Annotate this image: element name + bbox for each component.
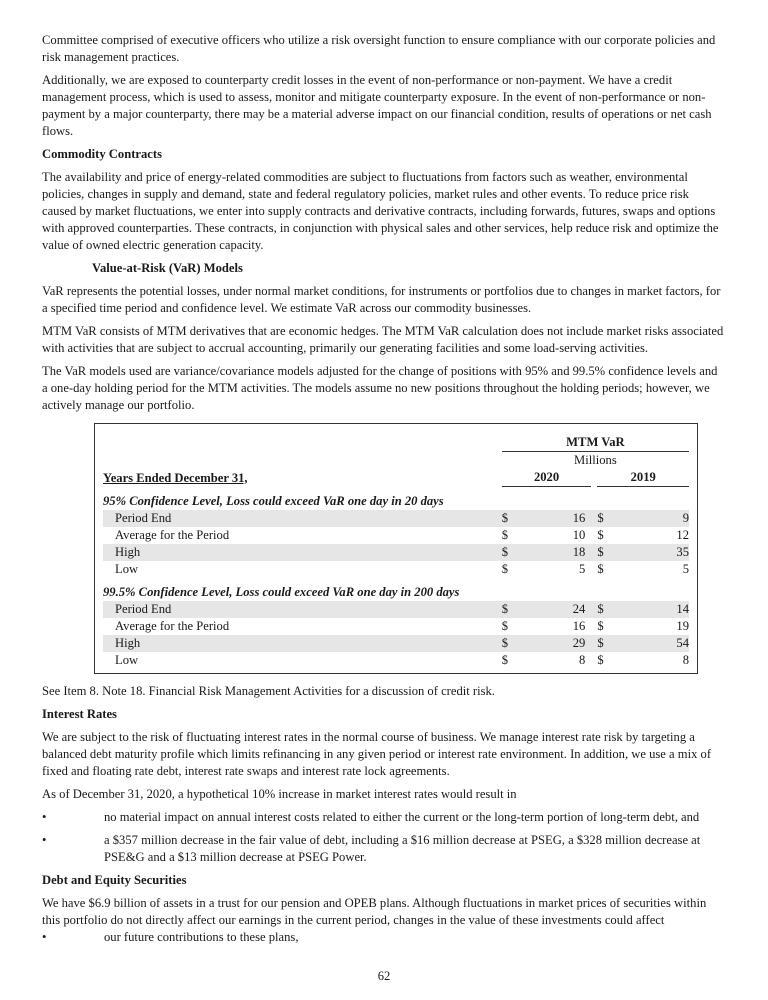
value-2020: 8 <box>579 653 586 667</box>
currency-2020: $ <box>502 544 522 561</box>
paragraph: Additionally, we are exposed to counterparty credit losses in the event of non-performance or non-payment. We have a credit management process, which is used to assess, monitor and mitigate counterparty exposure. In the event of non-performance or non-payment by a major counterparty, there may be a material adverse impact on our financial condition, results of operations or net cash flows. <box>42 73 712 138</box>
value-2019: 54 <box>618 635 689 652</box>
bullet-text: a $357 million decrease in the fair value of debt, including a $16 million decrease at PSEG, a $328 million decrease at PSE&G and a $13 million decrease at PSEG Power. <box>104 833 701 864</box>
paragraph: The VaR models used are variance/covariance models adjusted for the change of positions with 95% and 99.5% confidence levels and a one-day holding period for the MTM activities. The models assume no new positions throughout the holding periods; however, we actively manage our portfolio. <box>42 364 718 412</box>
paragraph: The availability and price of energy-related commodities are subject to fluctuations from factors such as weather, environmental policies, changes in supply and demand, state and federal regulatory policies, market rules and other events. To reduce price risk caused by market fluctuations, we enter into supply contracts and derivative contracts, including forwards, futures, swaps and options with approved counterparties. These contracts, in conjunction with physical sales and other services, help reduce risk and optimize the value of owned electric generation capacity. <box>42 170 719 252</box>
bullet-item <box>42 809 726 826</box>
row-label: Low <box>115 562 139 576</box>
paragraph: Committee comprised of executive officers who utilize a risk oversight function to ensure compliance with our corporate policies and risk management practices. <box>42 33 716 64</box>
year-2020-header: 2020 <box>502 469 592 487</box>
value-2020: 5 <box>579 562 586 576</box>
currency-2019: $ <box>597 544 617 561</box>
table-header-units: Millions <box>574 453 617 467</box>
row-label: Average for the Period <box>115 528 230 542</box>
heading-interest-rates: Interest Rates <box>42 707 117 721</box>
heading-commodity-contracts: Commodity Contracts <box>42 147 162 161</box>
paragraph: We are subject to the risk of fluctuating interest rates in the normal course of business. We manage interest rate risk by targeting a balanced debt maturity profile which limits refinancing in any given period or interest rate environment. In addition, we use a mix of fixed and floating rate debt, interest rate swaps and interest rate lock agreements. <box>42 730 712 778</box>
section-title: 99.5% Confidence Level, Loss could exceed VaR one day in 200 days <box>103 585 460 599</box>
heading-var-models: Value-at-Risk (VaR) Models <box>92 261 243 275</box>
value-2019: 35 <box>618 544 689 561</box>
paragraph: VaR represents the potential losses, under normal market conditions, for instruments or portfolios due to changes in market factors, for a specified time period and confidence level. We estimate VaR across our commodity businesses. <box>42 284 721 315</box>
currency-2020: $ <box>501 562 509 576</box>
row-label: High <box>103 635 502 652</box>
document-page <box>42 32 726 952</box>
page-number: 62 <box>377 969 391 983</box>
value-2019: 14 <box>618 601 689 618</box>
value-2020: 16 <box>522 510 591 527</box>
table-row <box>103 601 689 618</box>
bullet-text: our future contributions to these plans, <box>104 930 299 944</box>
row-label: Period End <box>103 601 502 618</box>
currency-2019: $ <box>597 635 617 652</box>
currency-2020: $ <box>502 601 522 618</box>
paragraph: As of December 31, 2020, a hypothetical 10% increase in market interest rates would result in <box>42 787 517 801</box>
currency-2019: $ <box>597 510 617 527</box>
currency-2019: $ <box>597 528 604 542</box>
currency-2020: $ <box>501 528 509 542</box>
bullet-icon: • <box>42 930 47 944</box>
section-title: 95% Confidence Level, Loss could exceed VaR one day in 20 days <box>103 494 444 508</box>
bullet-text: no material impact on annual interest costs related to either the current or the long-term portion of long-term debt, and <box>104 810 700 824</box>
currency-2020: $ <box>502 510 522 527</box>
table-row <box>103 618 689 635</box>
value-2020: 18 <box>522 544 591 561</box>
years-label: Years Ended December 31, <box>103 470 248 485</box>
table-row <box>103 635 689 652</box>
table-header-mtm-var: MTM VaR <box>502 434 689 452</box>
heading-debt-equity: Debt and Equity Securities <box>42 873 187 887</box>
value-2020: 10 <box>572 528 586 542</box>
value-2019: 19 <box>676 619 689 633</box>
table-row <box>103 544 689 561</box>
value-2020: 29 <box>522 635 591 652</box>
value-2020: 16 <box>572 619 586 633</box>
value-2019: 5 <box>682 562 689 576</box>
bullet-item <box>42 929 726 946</box>
table-section-header <box>103 487 689 511</box>
row-label: Average for the Period <box>115 619 230 633</box>
currency-2019: $ <box>597 653 604 667</box>
table-row <box>103 561 689 578</box>
value-2020: 24 <box>522 601 591 618</box>
table-row <box>103 527 689 544</box>
bullet-item <box>42 832 726 866</box>
value-2019: 12 <box>676 528 689 542</box>
var-table <box>94 423 698 674</box>
bullet-icon: • <box>42 833 47 847</box>
paragraph: We have $6.9 billion of assets in a trust for our pension and OPEB plans. Although fluctuations in market prices of securities within this portfolio do not directly affect our earnings in the current period, changes in the value of these investments could affect <box>42 896 707 927</box>
currency-2019: $ <box>597 619 604 633</box>
table-row <box>103 652 689 669</box>
currency-2019: $ <box>597 562 604 576</box>
bullet-icon: • <box>42 810 47 824</box>
row-label: High <box>103 544 502 561</box>
row-label: Period End <box>103 510 502 527</box>
value-2019: 8 <box>682 653 689 667</box>
currency-2020: $ <box>501 653 509 667</box>
table-row <box>103 510 689 527</box>
row-label: Low <box>115 653 139 667</box>
currency-2020: $ <box>501 619 509 633</box>
value-2019: 9 <box>618 510 689 527</box>
year-2019-header: 2019 <box>597 469 689 487</box>
paragraph: See Item 8. Note 18. Financial Risk Management Activities for a discussion of credit risk. <box>42 684 495 698</box>
paragraph: MTM VaR consists of MTM derivatives that are economic hedges. The MTM VaR calculation does not include market risks associated with activities that are subject to accrual accounting, primarily our generating facilities and some load-serving activities. <box>42 324 724 355</box>
currency-2019: $ <box>597 601 617 618</box>
currency-2020: $ <box>502 635 522 652</box>
table-section-header <box>103 578 689 601</box>
